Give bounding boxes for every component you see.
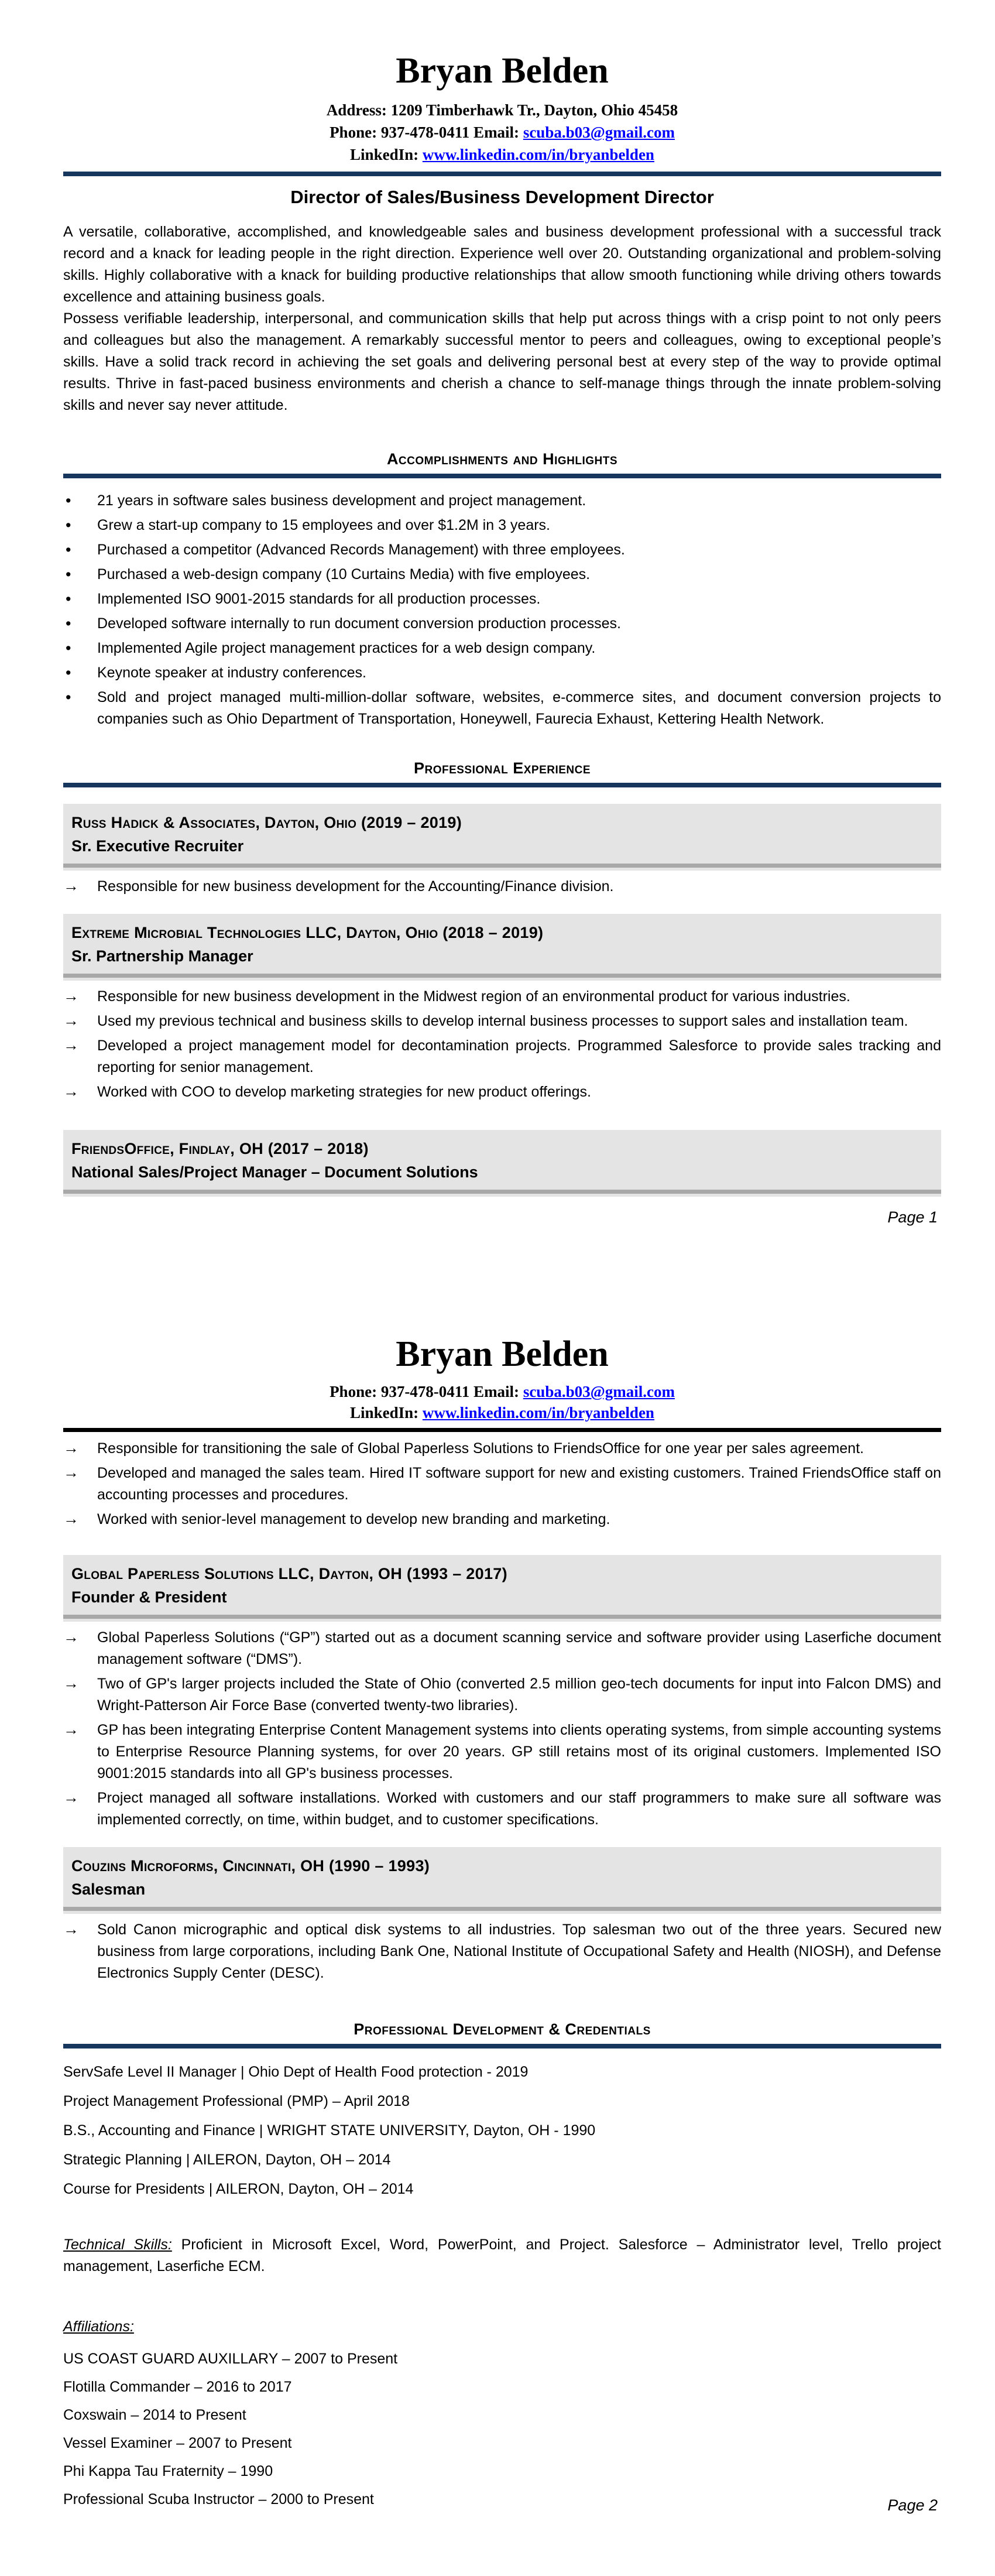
phone-email-label: Phone: 937-478-0411 Email: <box>330 1383 520 1401</box>
list-item: • 21 years in software sales business development and project management. <box>63 490 941 512</box>
list-item: • Grew a start-up company to 15 employees and over $1.2M in 3 years. <box>63 515 941 536</box>
candidate-name: Bryan Belden <box>396 51 609 91</box>
list-item: • Purchased a web-design company (10 Curtains Media) with five employees. <box>63 564 941 585</box>
affiliation-item: US COAST GUARD AUXILLARY – 2007 to Present <box>63 2351 398 2368</box>
linkedin-line <box>63 1402 941 1423</box>
summary-paragraph-2: Possess verifiable leadership, interpersonal, and communication skills that help put across things with a crisp point to not only peers and colleagues but also the management. A remarkably successful mentor to peers and colleagues, owing to exceptional people’s skills. Have a solid track record in achieving the set goals and delivering personal best at every step of the way to provide optimal results. Thrive in fast-paced business environments and cherish a chance to self-manage things through the innate problem-solving skills and never say never attitude. <box>63 310 941 413</box>
list-item: → Project managed all software installations. Worked with customers and our staff programmers to make sure all software was implemented correctly, on time, within budget, and to customer specifications. <box>63 1787 941 1831</box>
linkedin-link[interactable]: www.linkedin.com/in/bryanbelden <box>422 146 654 164</box>
list-item: • Sold and project managed multi-million-dollar software, websites, e-commerce sites, and document conversion projects to companies such as Ohio Department of Transportation, Honeywell, Faurecia Exhaust, Kettering Health Network. <box>63 687 941 730</box>
affiliation-item: Coxswain – 2014 to Present <box>63 2407 246 2424</box>
list-item: → Developed a project management model for decontamination projects. Programmed Salesforce to provide sales tracking and reporting for senior management. <box>63 1035 941 1078</box>
phone-email-line <box>63 121 941 143</box>
job-company: Extreme Microbial Technologies LLC, Dayton, Ohio (2018 – 2019) <box>71 923 544 941</box>
job-header-friendsoffice <box>63 1130 941 1194</box>
list-item: → Worked with senior-level management to develop new branding and marketing. <box>63 1509 941 1530</box>
phone-email-label: Phone: 937-478-0411 Email: <box>330 124 520 142</box>
highlights-list <box>63 490 941 730</box>
credential-item: ServSafe Level II Manager | Ohio Dept of Health Food protection - 2019 <box>63 2064 529 2081</box>
resume-page-2 <box>0 1288 995 2576</box>
technical-skills-label: Technical Skills: <box>63 2236 172 2253</box>
job-header-extreme-microbial <box>63 914 941 978</box>
list-item: → Two of GP's larger projects included the State of Ohio (converted 2.5 million geo-tech documents for input into Falcon DMS) and Wright-Patterson Air Force Base (converted twenty-two libraries). <box>63 1673 941 1717</box>
job-company: FriendsOffice, Findlay, OH (2017 – 2018) <box>71 1139 369 1157</box>
job-header-couzins <box>63 1847 941 1911</box>
affiliation-item: Phi Kappa Tau Fraternity – 1990 <box>63 2463 273 2480</box>
section-heading-experience: Professional Experience <box>413 759 591 777</box>
development-rule <box>63 2044 941 2049</box>
section-heading-accomplishments: Accomplishments and Highlights <box>386 450 618 468</box>
list-item: • Purchased a competitor (Advanced Records Management) with three employees. <box>63 539 941 561</box>
affiliations-list <box>63 2348 941 2510</box>
phone-email-line <box>63 1381 941 1402</box>
list-item: → Sold Canon micrographic and optical disk systems to all industries. Top salesman two out of the three years. Secured new business from large corporations, including Bank One, National Institute of Occupational Safety and Health (NIOSH), and Defense Electronics Supply Center (DESC). <box>63 1919 941 1984</box>
address-text: Address: 1209 Timberhawk Tr., Dayton, Ohio 45458 <box>326 101 678 119</box>
affiliations-label: Affiliations: <box>63 2318 134 2335</box>
linkedin-label: LinkedIn: <box>350 1404 419 1422</box>
address-line <box>63 99 941 121</box>
list-item: → Responsible for transitioning the sale of Global Paperless Solutions to FriendsOffice for one year per sales agreement. <box>63 1438 941 1460</box>
job-bullets-russ-hadick <box>63 876 941 898</box>
page-number: Page 1 <box>887 1208 938 1226</box>
accomplishments-rule <box>63 474 941 478</box>
candidate-name: Bryan Belden <box>396 1334 609 1374</box>
job-role: Sr. Executive Recruiter <box>71 837 244 855</box>
job-role: Founder & President <box>71 1588 227 1606</box>
affiliation-item: Vessel Examiner – 2007 to Present <box>63 2435 292 2452</box>
email-link[interactable]: scuba.b03@gmail.com <box>523 124 675 142</box>
list-item: → Global Paperless Solutions (“GP”) started out as a document scanning service and software provider using Laserfiche document management software (“DMS”). <box>63 1627 941 1670</box>
credentials-list <box>63 2061 941 2200</box>
credential-item: Strategic Planning | AILERON, Dayton, OH – 2014 <box>63 2152 391 2169</box>
list-item: → Worked with COO to develop marketing strategies for new product offerings. <box>63 1081 941 1103</box>
job-bullets-couzins <box>63 1919 941 1984</box>
linkedin-link[interactable]: www.linkedin.com/in/bryanbelden <box>422 1404 654 1422</box>
job-bullets-extreme-microbial <box>63 986 941 1103</box>
job-bullets-global-paperless <box>63 1627 941 1831</box>
list-item: • Implemented ISO 9001-2015 standards for all production processes. <box>63 588 941 610</box>
list-item: → Developed and managed the sales team. Hired IT software support for new and existing customers. Trained FriendsOffice staff on accounting processes and procedures. <box>63 1462 941 1506</box>
page2-header-rule <box>63 1428 941 1432</box>
technical-skills <box>63 2234 941 2277</box>
credential-item: Course for Presidents | AILERON, Dayton, OH – 2014 <box>63 2181 414 2198</box>
job-header-global-paperless <box>63 1555 941 1619</box>
summary-paragraph-1: A versatile, collaborative, accomplished, and knowledgeable sales and business development professional with a successful track record and a knack for leading people in the right direction. Experience well over 20. Outstanding organizational and problem-solving skills. Highly collaborative with a knack for building productive relationships that allow smooth functioning while driving others towards excellence and attaining business goals. <box>63 223 941 305</box>
linkedin-label: LinkedIn: <box>350 146 419 164</box>
job-company: Couzins Microforms, Cincinnati, OH (1990 – 1993) <box>71 1857 430 1875</box>
list-item: → Used my previous technical and business skills to develop internal business processes to support sales and installation team. <box>63 1010 941 1032</box>
job-role: Sr. Partnership Manager <box>71 947 253 965</box>
document-title: Director of Sales/Business Development Director <box>290 187 714 208</box>
page-number: Page 2 <box>887 2496 938 2514</box>
job-header-russ-hadick <box>63 804 941 868</box>
email-link[interactable]: scuba.b03@gmail.com <box>523 1383 675 1401</box>
affiliation-item: Flotilla Commander – 2016 to 2017 <box>63 2379 292 2396</box>
section-heading-development: Professional Development & Credentials <box>354 2020 651 2039</box>
list-item: • Implemented Agile project management practices for a web design company. <box>63 638 941 659</box>
list-item: → Responsible for new business development for the Accounting/Finance division. <box>63 876 941 898</box>
credential-item: B.S., Accounting and Finance | WRIGHT STATE UNIVERSITY, Dayton, OH - 1990 <box>63 2122 596 2139</box>
experience-rule <box>63 783 941 787</box>
list-item: • Keynote speaker at industry conferences. <box>63 662 941 684</box>
job-company: Global Paperless Solutions LLC, Dayton, OH (1993 – 2017) <box>71 1565 507 1583</box>
credential-item: Project Management Professional (PMP) – April 2018 <box>63 2093 410 2110</box>
linkedin-line <box>63 143 941 166</box>
list-item: • Developed software internally to run document conversion production processes. <box>63 613 941 635</box>
affiliation-item: Professional Scuba Instructor – 2000 to Present <box>63 2491 374 2508</box>
job-role: Salesman <box>71 1880 146 1899</box>
job-bullets-friendsoffice <box>63 1438 941 1530</box>
job-company: Russ Hadick & Associates, Dayton, Ohio (2019 – 2019) <box>71 813 462 831</box>
header-rule <box>63 172 941 176</box>
list-item: → Responsible for new business development in the Midwest region of an environmental product for various industries. <box>63 986 941 1008</box>
list-item: → GP has been integrating Enterprise Content Management systems into clients operating systems, from simple accounting systems to Enterprise Resource Planning systems, for over 20 years. GP still retains most of its original customers. Implemented ISO 9001:2015 standards into all GP's business processes. <box>63 1719 941 1784</box>
technical-skills-text: Proficient in Microsoft Excel, Word, PowerPoint, and Project. Salesforce – Administrator level, Trello project management, Laserfiche ECM. <box>63 2236 941 2275</box>
job-role: National Sales/Project Manager – Document Solutions <box>71 1163 478 1181</box>
